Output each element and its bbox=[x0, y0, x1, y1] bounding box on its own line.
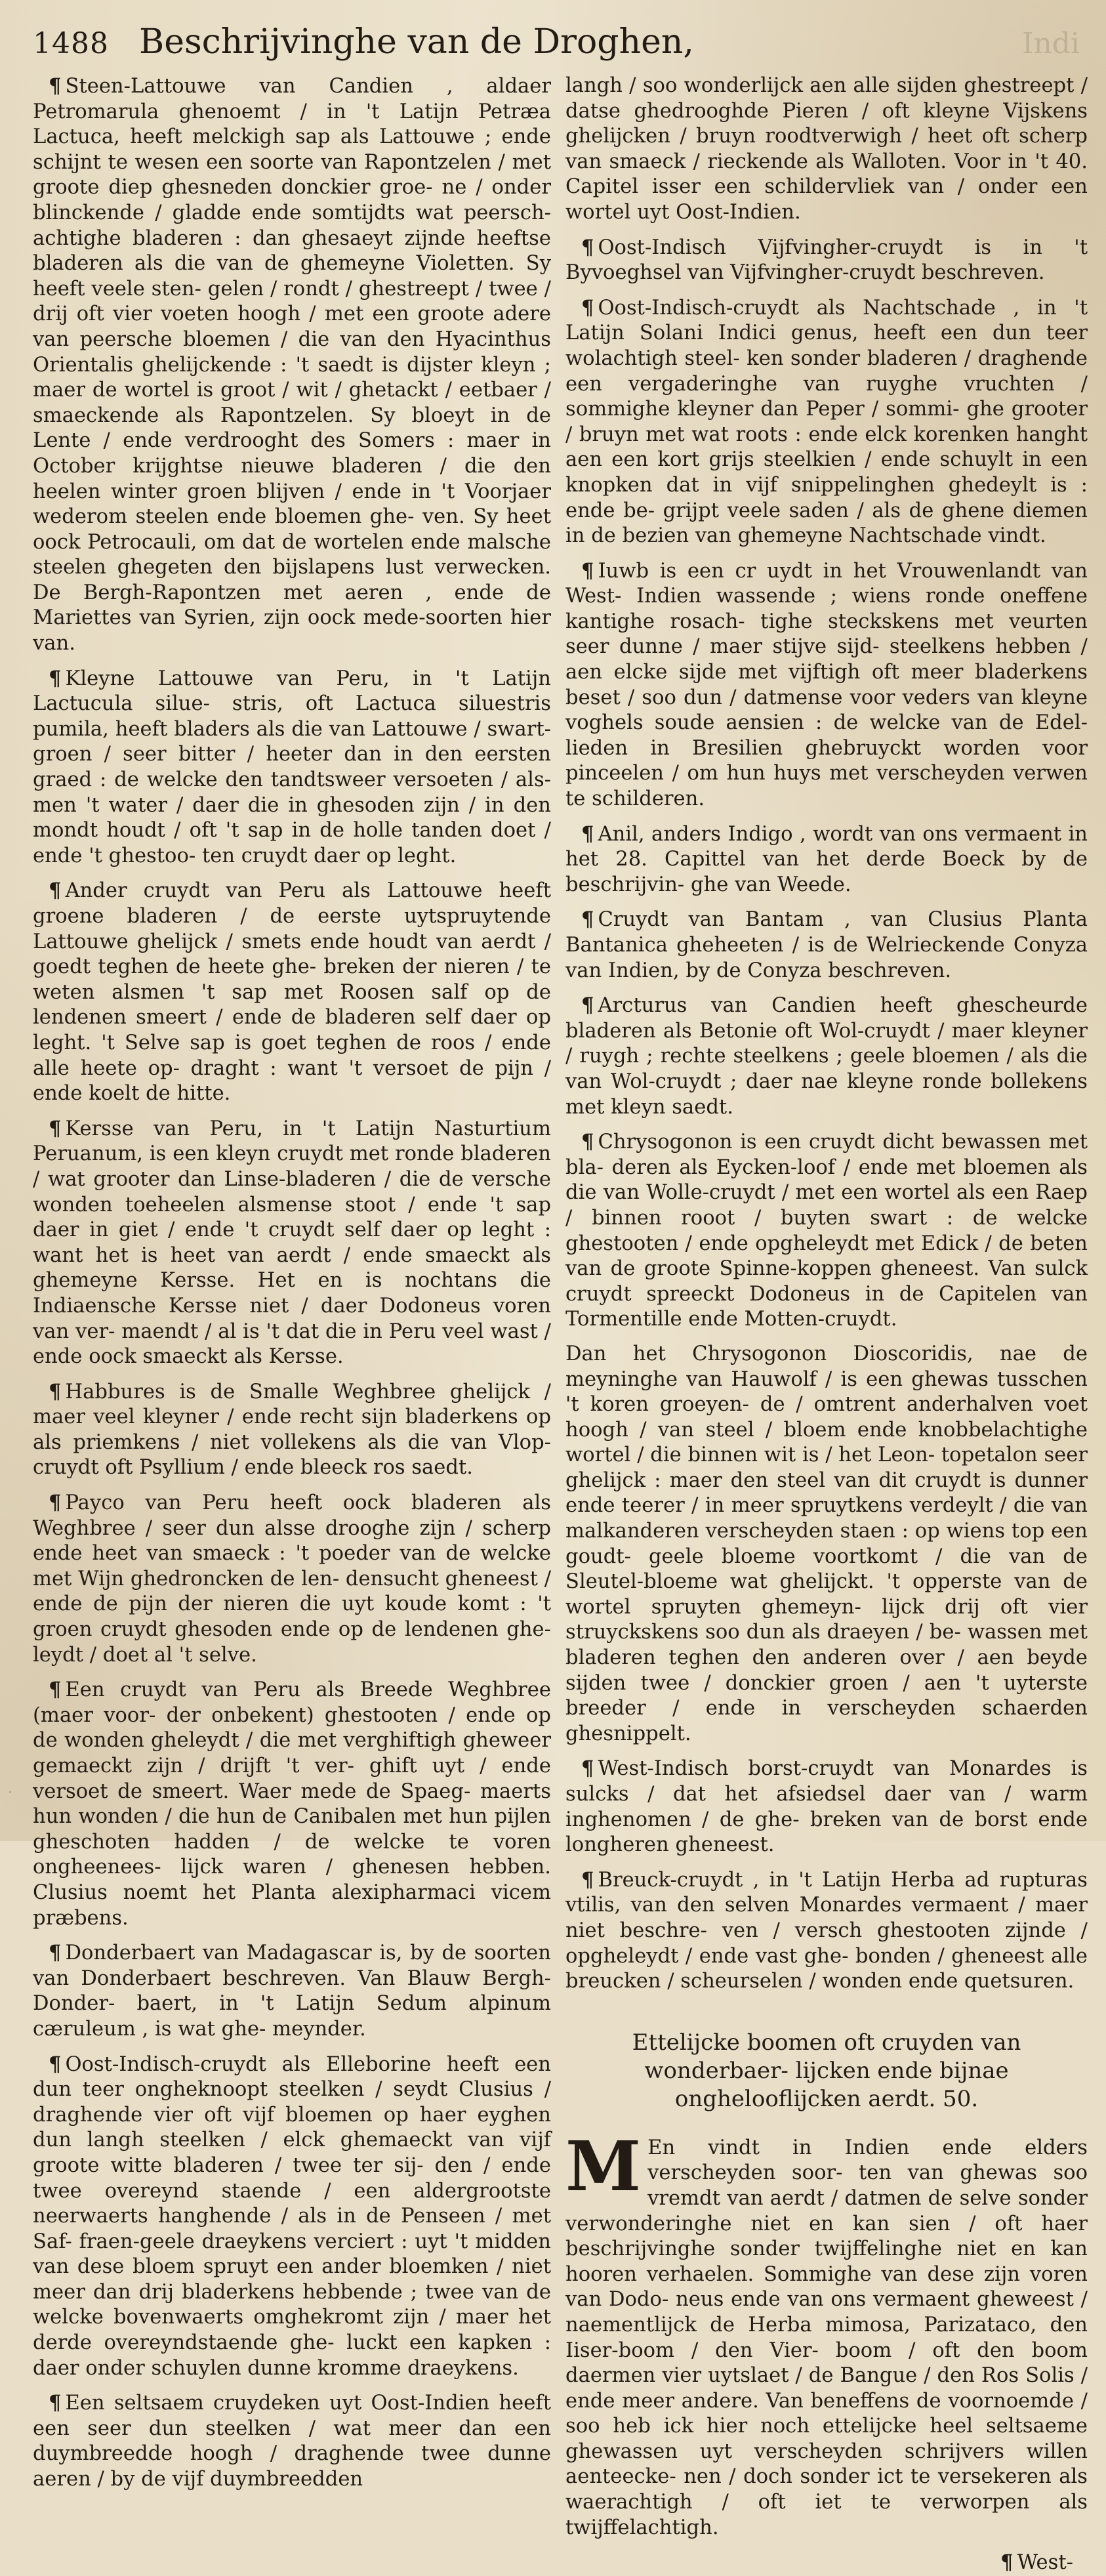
text-entry bbox=[33, 1379, 551, 1481]
text-entry bbox=[565, 907, 1088, 984]
entry-text: langh / soo wonderlijck aen alle sijden ghestreept / datse ghedrooghde Pieren / oft kleyne Vijskens ghelijcken / bruyn roodtverwigh / heet oft scherp van smaeck / rieckende als Walloten. Voor in 't 40. Capitel isser een schildervliek van / onder een wortel uyt Oost-Indien. bbox=[565, 74, 1088, 224]
catchword-text: West- bbox=[1017, 2551, 1073, 2575]
text-entry bbox=[33, 1116, 551, 1370]
pilcrow-icon: ¶ bbox=[581, 821, 594, 846]
text-entry bbox=[33, 2390, 551, 2492]
margin-mark: · bbox=[8, 1785, 12, 1801]
pilcrow-icon: ¶ bbox=[581, 1756, 594, 1781]
pilcrow-icon: ¶ bbox=[581, 235, 594, 259]
text-entry bbox=[565, 1342, 1088, 1747]
text-entry bbox=[565, 1129, 1088, 1333]
text-entry bbox=[33, 1940, 551, 2042]
text-entry bbox=[565, 73, 1088, 226]
running-head bbox=[33, 22, 1080, 68]
right-column bbox=[565, 73, 1088, 2575]
pilcrow-icon: ¶ bbox=[49, 879, 62, 903]
entry-text: Een seltsaem cruydeken uyt Oost-Indien heeft een seer dun steelken / wat meer dan een duymbreedde hoogh / draghende twee dunne aeren / by de vijf duymbreedden bbox=[33, 2392, 551, 2491]
pilcrow-icon: ¶ bbox=[49, 1678, 62, 1702]
text-entry bbox=[565, 235, 1088, 286]
entry-text: Chrysogonon is een cruydt dicht bewassen met bla- deren als Eycken-loof / ende met bloemen als die van Wolle-cruydt / met een wortel als een Raep / binnen rooot / buyten swart : de welcke ghestooten / ende opgheleydt met Edick / de beten van de groote Spinne-koppen gheneest. Van sulck cruydt spreeckt Dodoneus in de Capitelen van Tormentille ende Motten-cruydt. bbox=[565, 1131, 1088, 1331]
pilcrow-icon: ¶ bbox=[581, 907, 594, 932]
pilcrow-icon: ¶ bbox=[49, 1941, 62, 1965]
pilcrow-icon: ¶ bbox=[49, 1491, 62, 1515]
text-entry bbox=[33, 1677, 551, 1931]
pilcrow-icon: ¶ bbox=[49, 2391, 62, 2415]
pilcrow-icon: ¶ bbox=[49, 666, 62, 690]
entry-text: Iuwb is een cr uydt in het Vrouwenlandt van West- Indien wassende ; wiens ronde oneffene kantighe rosach- tighe steckskens met veurten seer dunne / maer stijve sijd- steelkens hebben / aen elcke sijde met vijftigh oft meer bladerkens beset / soo dun / datmense voor veders van kleyne voghels soude aensien : de welcke van de Edel- lieden in Bresilien ghebruyckt worden voor pinceelen / om hun huys met verscheyden verwen te schilderen. bbox=[565, 559, 1088, 811]
entry-text: Breuck-cruydt , in 't Latijn Herba ad rupturas vtilis, van den selven Monardes vermaent / maer niet beschre- ven / versch ghestooten zijnde / opgheleydt / ende vast ghe- bonden / gheneest alle breucken / scheurselen / wonden ende quetsuren. bbox=[565, 1868, 1088, 1993]
pilcrow-icon: ¶ bbox=[581, 558, 594, 583]
pilcrow-icon: ¶ bbox=[581, 993, 594, 1018]
entry-text: Payco van Peru heeft oock bladeren als Weghbree / seer dun alsse drooghe zijn / scherp ende heet van smaeck : 't poeder van de welcke met Wijn ghedroncken de len- densucht gheneest / ende de pijn der nieren die uyt koude komt : 't groen cruydt ghesoden ende op de lendenen ghe- leydt / doet al 't selve. bbox=[33, 1491, 551, 1667]
pilcrow-icon: ¶ bbox=[49, 74, 62, 98]
entry-text: Oost-Indisch Vijfvingher-cruydt is in 't Byvoeghsel van Vijfvingher-cruydt beschreven. bbox=[565, 236, 1088, 285]
pilcrow-icon: ¶ bbox=[1000, 2550, 1014, 2575]
right-entries bbox=[565, 73, 1088, 1995]
entry-text: Anil, anders Indigo , wordt van ons vermaent in het 28. Capittel van het derde Boeck by de beschrijvin- ghe van Weede. bbox=[565, 822, 1088, 896]
pilcrow-icon: ¶ bbox=[49, 1379, 62, 1403]
text-entry bbox=[565, 295, 1088, 549]
entry-text: Kersse van Peru, in 't Latijn Nasturtium Peruanum, is een kleyn cruydt met ronde bladeren / wat grooter dan Linse-bladeren / die de versche wonden toeheelen alsmense stoot / ende 't sap daer in giet / ende 't cruydt self daer op leght : want het is heet van aerdt / ende smaeckt als ghemeyne Kersse. Het en is nochtans die Indiaensche Kersse niet / daer Dodoneus voren van ver- maendt / al is 't dat die in Peru veel wast / ende oock smaeckt als Kersse. bbox=[33, 1117, 551, 1369]
entry-text: West-Indisch borst-cruydt van Monardes is sulcks / dat het afsiedsel daer van / warm inghenomen / de ghe- breken van de borst ende longheren gheneest. bbox=[565, 1757, 1088, 1857]
entry-text: Cruydt van Bantam , van Clusius Planta Bantanica gheheeten / is de Welrieckende Conyza van Indien, by de Conyza beschreven. bbox=[565, 908, 1088, 982]
text-entry bbox=[33, 73, 551, 657]
entry-text: Donderbaert van Madagascar is, by de soorten van Donderbaert beschreven. Van Blauw Bergh-Donder- baert, in 't Latijn Sedum alpinum cæruleum , is wat ghe- meynder. bbox=[33, 1942, 551, 2041]
entry-text: Kleyne Lattouwe van Peru, in 't Latijn Lactucula silue- stris, oft Lactuca siluestris pumila, heeft bladers als die van Lattouwe / swart-groen / seer bitter / heeter dan in den eersten graed : de welcke den tandtsweer versoeten / als- men 't water / daer die in ghesoden zijn / in den mondt houdt / oft 't sap in de holle tanden doet / ende 't ghestoo- ten cruydt daer op leght. bbox=[33, 667, 551, 867]
text-entry bbox=[33, 2052, 551, 2382]
page-number: 1488 bbox=[33, 27, 109, 60]
section-intro bbox=[565, 2125, 1088, 2541]
left-column bbox=[33, 73, 551, 2491]
entry-text: Arcturus van Candien heeft ghescheurde bladeren als Betonie oft Wol-cruydt / maer kleyner / ruygh ; rechte steelkens ; geele bloemen / als die van Wol-cruydt ; daer nae kleyne ronde bollekens met kleyn saedt. bbox=[565, 994, 1088, 1119]
drop-cap: M bbox=[565, 2125, 642, 2207]
text-entry bbox=[33, 1490, 551, 1668]
entry-text: Steen-Lattouwe van Candien , aldaer Petromarula ghenoemt / in 't Latijn Petræa Lactuca, heeft melckigh sap als Lattouwe ; ende schijnt te wesen een soorte van Rapontzelen / met groote diep ghesneden donckier groe- ne / onder blinckende / gladde ende somtijdts wat peersch- achtighe bladeren : dan ghesaeyt zijnde heeftse bladeren als die van de ghemeyne Violetten. Sy heeft veele sten- gelen / rondt / ghestreept / twee / drij oft vier voeten hoogh / met een groote adere van peersche bloemen / die van den Hyacinthus Orientalis ghelijckende : 't saedt is dijster kleyn ; maer de wortel is groot / wit / ghetackt / eetbaer / smaeckende als Rapontzelen. Sy bloeyt in de Lente / ende verdrooght des Somers : maer in October krijghtse nieuwe bladeren / die den heelen winter groen blijven / ende in 't Voorjaer wederom steelen ende bloemen ghe- ven. Sy heet oock Petrocauli, om dat de wortelen ende malsche steelen ghegeten den bijslapens lust verwecken. De Bergh-Rapontzen met aeren , ende de Mariettes van Syrien, zijn oock mede-soorten hier van. bbox=[33, 75, 551, 655]
entry-text: Dan het Chrysogonon Dioscoridis, nae de meyninghe van Hauwolf / is een ghewas tusschen 't koren groeyen- de / omtrent anderhalven voet hoogh / van steel / bloem ende knobbelachtighe wortel / die binnen wit is / het Leon- topetalon seer ghelijck : maer den steel van dit cruydt is dunner ende teerer / in meer spruytkens verdeylt / die van malkanderen verscheyden staen : op wiens top een goudt- geele bloeme voortkomt / die van de Sleutel-bloeme wat ghelijckt. 't opperste van de wortel spruyten ghemeyn- lijck drij oft vier struyckskens soo dun als draeyen / be- wassen met bladeren teghen den anderen over / aen beyde sijden twee / donckier groen / aen 't uyterste breeder / ende in verscheyden schaerden ghesnippelt. bbox=[565, 1342, 1088, 1745]
text-entry bbox=[565, 1756, 1088, 1858]
entry-text: Oost-Indisch-cruydt als Nachtschade , in 't Latijn Solani Indici genus, heeft een dun teer wolachtigh steel- ken sonder bladeren / draghende een vergaderinghe van ruyghe vruchten / sommighe kleyner dan Peper / sommi- ghe grooter / bruyn met wat roots : ende elck korenken hanght aen een kort grijs steelkien / ende schuylt in een knopken dat in vijf snippelinghen ghedeylt is : ende be- grijpt veele saden / als de ghene diemen in de bezien van ghemeyne Nachtschade vindt. bbox=[565, 296, 1088, 548]
text-entry bbox=[33, 878, 551, 1106]
pilcrow-icon: ¶ bbox=[49, 2052, 62, 2076]
text-entry bbox=[565, 1867, 1088, 1995]
intro-text: En vindt in Indien ende elders verscheyden soor- ten van ghewas soo vremdt van aerdt / datmen de selve sonder verwonderinghe niet en kan sien / oft haer beschrijvinghe sonder twijffelinghe niet en kan hooren verhaelen. Sommighe van dese zijn voren van Dodo- neus ende van ons vermaent gheweest / naementlijck de Herba mimosa, Parizataco, den Iiser-boom / den Vier- boom / oft den boom daermen vier uytslaet / de Bangue / den Ros Solis / ende meer andere. Van beneffens de voornoemde / soo heb ick hier noch ettelijcke heel seltsaeme ghewassen uyt verscheyden schrijvers willen aenteecke- nen / doch sonder ict te versekeren als waerachtigh / oft iet te verworpen als twijffelachtigh. bbox=[565, 2136, 1088, 2539]
pilcrow-icon: ¶ bbox=[581, 295, 594, 320]
text-entry bbox=[565, 558, 1088, 812]
pilcrow-icon: ¶ bbox=[581, 1130, 594, 1154]
pilcrow-icon: ¶ bbox=[49, 1116, 62, 1140]
show-through-text: Indi bbox=[1022, 27, 1080, 60]
entry-text: Habbures is de Smalle Weghbree ghelijck / maer veel kleyner / ende recht sijn bladerkens op als priemkens / niet vollekens als die van Vlop-cruydt oft Psyllium / ende bleeck ros saedt. bbox=[33, 1380, 551, 1480]
entry-text: Ander cruydt van Peru als Lattouwe heeft groene bladeren / de eerste uytspruytende Lattouwe ghelijck / smets ende houdt van aerdt / goedt teghen de heete ghe- breken der nieren / te weten alsmen 't sap met Roosen salf op de lendenen smeert / ende de bladeren self daer op leght. 't Selve sap is goet teghen de roos / ende alle heete op- draght : want 't versoet de pijn / ende koelt de hitte. bbox=[33, 879, 551, 1106]
running-title: Beschrijvinghe van de Droghen, bbox=[138, 22, 694, 62]
entry-text: Een cruydt van Peru als Breede Weghbree (maer voor- der onbekent) ghestooten / ende op de wonden gheleydt / die met verghiftigh gheweer gemaeckt zijn / drijft 't ver- ghift uyt / ende versoet de smeert. Waer mede de Spaeg- maerts hun wonden / die hun de Canibalen met hun pijlen gheschoten hadden / de welcke te voren ongheenees- lijck waren / ghenesen hebben. Clusius noemt het Planta alexipharmaci vicem præbens. bbox=[33, 1678, 551, 1930]
text-entry bbox=[565, 993, 1088, 1120]
entry-text: Oost-Indisch-cruydt als Elleborine heeft een dun teer ongheknoopt steelken / seydt Clusius / draghende vier oft vijf bloemen op haer eyghen dun langh steelken / elck ghemaeckt van vijf groote witte bladeren / twee ter sij- den / ende twee overeynd staende / een aldergrootste neerwaerts hanghende / als in de Penseen / met Saf- fraen-geele draeykens verciert : uyt 't midden van dese bloem spruyt een ander bloemken / niet meer dan drij bladerkens hebbende ; twee van de welcke bovenwaerts omghekromt zijn / maer het derde overeyndstaende ghe- luckt een kapken : daer onder schuylen dunne kromme draeykens. bbox=[33, 2052, 551, 2380]
catchword bbox=[565, 2550, 1073, 2576]
text-entry bbox=[33, 666, 551, 869]
pilcrow-icon: ¶ bbox=[581, 1867, 594, 1892]
section-heading: Ettelijcke boomen oft cruyden van wonderbaer- lijcken ende bijnae onghelooflijcken aerdt. 50. bbox=[632, 2029, 1021, 2112]
text-entry bbox=[565, 821, 1088, 898]
